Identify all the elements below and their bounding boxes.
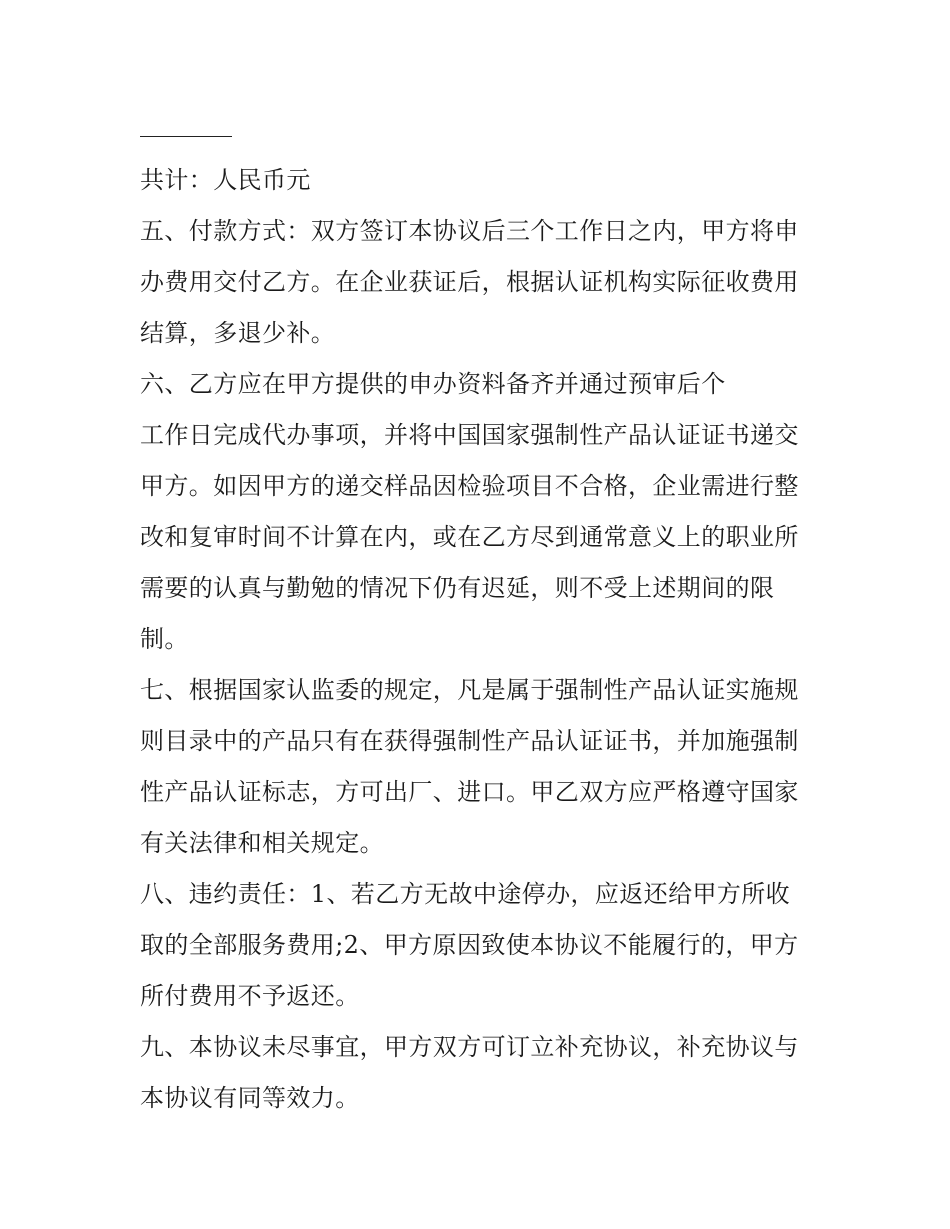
clause6-line-6: 制。 — [140, 625, 189, 653]
document-body — [140, 112, 815, 1124]
clause9-line-2: 本协议有同等效力。 — [140, 1084, 360, 1112]
clause7-line-2: 则目录中的产品只有在获得强制性产品认证证书，并加施强制 — [140, 727, 799, 755]
total-prefix: 共计：人民币 — [140, 166, 287, 194]
clause6-line-4: 改和复审时间不计算在内，或在乙方尽到通常意义上的职业所 — [140, 523, 799, 551]
total-suffix: 元 — [286, 166, 311, 194]
clause8-line-3: 所付费用不予返还。 — [140, 982, 360, 1010]
total-amount-line — [140, 155, 815, 206]
clause7-line-3: 性产品认证标志，方可出厂、进口。甲乙双方应严格遵守国家 — [140, 778, 799, 806]
clause6-line-2: 工作日完成代办事项，并将中国国家强制性产品认证证书递交 — [140, 421, 799, 449]
clause9-line-1: 九、本协议未尽事宜，甲方双方可订立补充协议，补充协议与 — [140, 1033, 799, 1061]
clause5-line-2: 办费用交付乙方。在企业获证后，根据认证机构实际征收费用 — [140, 268, 799, 296]
clause7-line-4: 有关法律和相关规定。 — [140, 829, 384, 857]
clause6-first-suffix: 个 — [701, 370, 726, 398]
clause6-line-1 — [140, 359, 815, 410]
clause6-line-5: 需要的认真与勤勉的情况下仍有迟延，则不受上述期间的限 — [140, 574, 775, 602]
clause5-line-3: 结算，多退少补。 — [140, 319, 336, 347]
clause8-line-1: 八、违约责任：1、若乙方无故中途停办，应返还给甲方所收 — [140, 880, 791, 908]
clause7-line-1: 七、根据国家认监委的规定，凡是属于强制性产品认证实施规 — [140, 676, 799, 704]
clause6-first-prefix: 六、乙方应在甲方提供的申办资料备齐并通过预审后 — [140, 370, 702, 398]
clause5-line-1: 五、付款方式：双方签订本协议后三个工作日之内，甲方将申 — [140, 217, 799, 245]
clause8-line-2: 取的全部服务费用;2、甲方原因致使本协议不能履行的，甲方 — [140, 931, 799, 959]
clause6-line-3: 甲方。如因甲方的递交样品因检验项目不合格，企业需进行整 — [140, 472, 799, 500]
fill-in-blank-line — [140, 112, 232, 137]
